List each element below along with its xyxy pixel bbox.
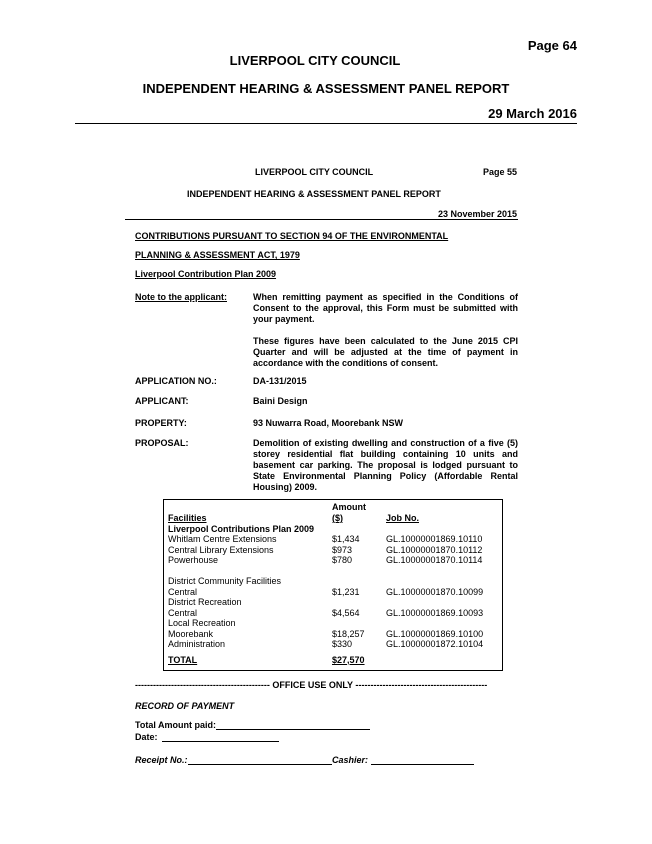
inner-council-title: LIVERPOOL CITY COUNCIL	[255, 167, 374, 177]
application-no-label: APPLICATION NO.:	[135, 376, 217, 386]
receipt-no-field[interactable]	[188, 764, 332, 765]
amount-cell: $1,434	[332, 534, 360, 544]
cashier-label: Cashier:	[332, 755, 369, 765]
amount-cell: $4,564	[332, 607, 360, 618]
outer-council-title: LIVERPOOL CITY COUNCIL	[229, 53, 401, 68]
outer-report-title: INDEPENDENT HEARING & ASSESSMENT PANEL REPORT	[142, 81, 510, 96]
facility-cell: Moorebank	[168, 628, 214, 639]
job-no-cell: GL.10000001869.10100	[386, 628, 484, 639]
property-value: 93 Nuwarra Road, Moorebank NSW	[253, 418, 404, 428]
table-row	[168, 545, 498, 556]
amount-header-top: Amount	[332, 502, 366, 512]
inner-report-date: 23 November 2015	[437, 209, 517, 219]
application-no-value: DA-131/2015	[253, 376, 307, 386]
facility-cell: Powerhouse	[168, 555, 219, 565]
amount-cell: $1,231	[332, 586, 360, 597]
total-label: TOTAL	[168, 654, 198, 665]
table-row	[168, 608, 498, 619]
amount-cell: $780	[332, 555, 353, 565]
contributions-heading-1: CONTRIBUTIONS PURSUANT TO SECTION 94 OF THE ENVIRONMENTAL	[135, 231, 449, 241]
note-paragraph-1: When remitting payment as specified in the Conditions of Consent to the approval, this Form must be submitted with your payment.	[253, 292, 518, 324]
table-row	[168, 587, 498, 598]
table-row	[168, 534, 498, 545]
record-of-payment-title: RECORD OF PAYMENT	[135, 701, 235, 711]
facility-cell: Administration	[168, 639, 226, 649]
date-label: Date:	[135, 732, 158, 742]
table-row	[168, 639, 498, 650]
table-row	[168, 618, 498, 629]
table-row	[168, 555, 498, 566]
facility-cell: Whitlam Centre Extensions	[168, 534, 277, 544]
inner-report-title: INDEPENDENT HEARING & ASSESSMENT PANEL REPORT	[187, 189, 441, 199]
total-amount: $27,570	[332, 654, 365, 665]
job-no-cell: GL.10000001870.10099	[386, 586, 484, 597]
table-row	[168, 629, 498, 640]
contributions-heading-2: PLANNING & ASSESSMENT ACT, 1979	[135, 250, 300, 260]
facility-cell: Local Recreation	[168, 618, 236, 628]
contribution-plan-name: Liverpool Contribution Plan 2009	[135, 269, 277, 279]
facilities-table	[168, 502, 498, 669]
date-field[interactable]	[162, 741, 279, 742]
table-row	[168, 566, 498, 577]
table-row	[168, 597, 498, 608]
inner-header-rule	[125, 219, 518, 220]
total-amount-paid-label: Total Amount paid:	[135, 720, 216, 730]
note-paragraph-2: These figures have been calculated to the June 2015 CPI Quarter and will be adjusted at the time of payment in accordance with the conditions of consent.	[253, 336, 518, 368]
outer-page-number: Page 64	[527, 38, 577, 53]
proposal-label: PROPOSAL:	[135, 438, 189, 448]
plan-title: Liverpool Contributions Plan 2009	[168, 524, 315, 534]
applicant-value: Baini Design	[253, 396, 308, 406]
facility-cell: Central	[168, 586, 198, 597]
office-use-banner: --------------------------------------------- OFFICE USE ONLY --------------------------------------------	[135, 680, 488, 690]
facility-cell: Central Library Extensions	[168, 544, 274, 555]
receipt-no-label: Receipt No.:	[135, 755, 188, 765]
applicant-label: APPLICANT:	[135, 396, 189, 406]
job-no-cell: GL.10000001869.10093	[386, 607, 484, 618]
facility-cell: Central	[168, 607, 198, 618]
total-amount-paid-field[interactable]	[216, 729, 370, 730]
amount-cell: $18,257	[332, 628, 365, 639]
job-no-cell: GL.10000001869.10110	[386, 534, 483, 544]
proposal-value: Demolition of existing dwelling and construction of a five (5) storey residential flat building containing 10 units and basement car parking. The proposal is lodged pursuant to State Environmental Planning Policy (Affordable Rental Housing) 2009.	[253, 438, 518, 492]
note-label: Note to the applicant:	[135, 292, 227, 302]
outer-report-date: 29 March 2016	[488, 106, 577, 121]
amount-header-bottom: ($)	[332, 513, 343, 523]
amount-cell: $973	[332, 544, 353, 555]
facilities-column-header: Facilities	[168, 513, 207, 523]
job-no-column-header: Job No.	[386, 513, 419, 523]
amount-cell: $330	[332, 639, 353, 649]
job-no-cell: GL.10000001872.10104	[386, 639, 484, 649]
outer-header-rule	[75, 123, 577, 124]
facility-cell: District Recreation	[168, 597, 242, 607]
job-no-cell: GL.10000001870.10112	[386, 544, 483, 555]
inner-page-number: Page 55	[482, 167, 517, 177]
table-row	[168, 576, 498, 587]
cashier-field[interactable]	[371, 764, 474, 765]
job-no-cell: GL.10000001870.10114	[386, 555, 483, 565]
property-label: PROPERTY:	[135, 418, 187, 428]
facility-cell: District Community Facilities	[168, 576, 282, 586]
